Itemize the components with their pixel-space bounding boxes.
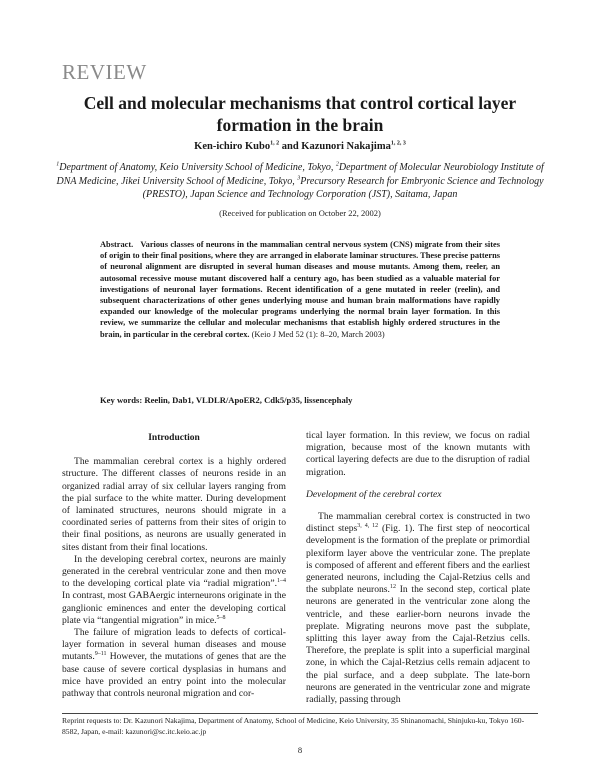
affiliation-2: Department of Molecular Neurobiology Institute of DNA Medicine, Jikei University School of Medicine, Tokyo, bbox=[56, 162, 544, 187]
citation-ref: 3, 4, 12 bbox=[357, 523, 379, 530]
citation-ref: 12 bbox=[389, 584, 396, 591]
page-number: 8 bbox=[297, 745, 303, 755]
affiliation-3: Precursory Research for Embryonic Science and Technology (PRESTO), Japan Science and Technology Corporation (JST), Saitama, Japan bbox=[142, 175, 544, 200]
affil-marker-1: 1 bbox=[56, 161, 60, 168]
author-1: Ken-ichiro Kubo bbox=[194, 141, 271, 152]
journal-citation: (Keio J Med 52 (1): 8–20, March 2003) bbox=[251, 329, 385, 339]
subsection-heading-development: Development of the cerebral cortex bbox=[306, 488, 442, 500]
abstract-text: Various classes of neurons in the mammalian central nervous system (CNS) migrate from their sites of origin to their final positions, where they are arranged in elaborate laminar structures. These precise patterns of neuronal alignment are disrupted in several human diseases and mouse mutants. Among them, reeler, an autosomal recessive mouse mutant discovered half a century ago, has been studied as a valuable material for investigations of neuronal layer formations. Recent identification of a gene mutated in reeler (reelin), and subsequent characterizations of other genes underlying mouse and human brain malformations have rapidly expanded our knowledge of the molecular programs underlying the normal brain layer formation. In this review, we summarize the cellular and molecular mechanisms that establish highly ordered structures in the brain, in particular in the cerebral cortex. bbox=[100, 240, 500, 339]
intro-paragraph-3: The failure of migration leads to defects of cortical-layer formation in several human diseases and mouse mutants.$^{9-11}$ However, the mutations of genes that are the base cause of severe cortical dysplasias in humans and mice have provided an entry point into the molecular pathway that controls neuronal migration and cor- bbox=[62, 627, 286, 700]
affil-marker-2: 2 bbox=[335, 161, 339, 168]
author-2: Kazunori Nakajima bbox=[301, 141, 391, 152]
section-heading-introduction: Introduction bbox=[148, 433, 200, 443]
development-paragraph-1: The mammalian cerebral cortex is constructed in two distinct steps$^{3, 4, 12}$ (Fig. 1). The first step of neocortical development is the formation of the preplate or primordial plexiform layer above the ventricular zone. The preplate is composed of afferent and efferent fibers and the earliest generated neurons, including the Cajal-Retzius cells and the subplate neurons.$^{12}$ In the second step, cortical plate neurons are generated in the ventricular zone along the ventricle, and these earlier-born neurons invade the preplate. Migrating neurons move past the subplate, splitting this layer away from the Cajal-Retzius cells. Therefore, the preplate is split into a superficial marginal zone, in which the Cajal-Retzius cells remain adjacent to the pial surface, and a deep subplate. The late-born neurons are generated in the ventricular zone and migrate radially, passing through bbox=[306, 511, 531, 706]
citation-ref: 1–4 bbox=[277, 578, 286, 585]
title-line-2: formation in the brain bbox=[216, 115, 384, 135]
citation-ref: 5–8 bbox=[216, 614, 226, 621]
intro-paragraph-continued: tical layer formation. In this review, we focus on radial migration, because most of the known mutants with cortical layering defects are due to the disruption of radial migration. bbox=[306, 430, 530, 478]
keywords bbox=[100, 395, 520, 405]
left-column bbox=[62, 430, 286, 700]
intro-paragraph-1: The mammalian cerebral cortex is a highly ordered structure. The different classes of neurons reside in an organized radial array of six cellular layers ranging from the pial surface to the white matter. During development of laminated structures, neurons should migrate in a coordinated series of patterns from their sites of origin to their final positions, as neurons are usually generated in sites distant from their final locations. bbox=[62, 456, 286, 553]
author-list bbox=[40, 141, 560, 152]
intro-paragraph-2: In the developing cerebral cortex, neurons are mainly generated in the cerebral ventricular zone and then move to the developing cortical plate via “radial migration”.$^{1-4}$ In contrast, most GABAergic interneurons originate in the ganglionic eminences and enter the developing cortical plate via “tangential migration” in mice.$^{5-8}$ bbox=[62, 553, 286, 626]
keywords-text: Reelin, Dab1, VLDLR/ApoER2, Cdk5/p35, lissencephaly bbox=[144, 395, 353, 405]
affil-marker-3: 3 bbox=[297, 175, 301, 182]
article-title bbox=[40, 92, 560, 136]
affiliations bbox=[52, 161, 548, 202]
author-conjunction: and bbox=[279, 141, 302, 152]
affiliation-1: Department of Anatomy, Keio University School of Medicine, Tokyo, bbox=[59, 162, 336, 173]
abstract bbox=[100, 239, 500, 340]
title-line-1: Cell and molecular mechanisms that control cortical layer bbox=[83, 93, 517, 113]
author-1-affil: 1, 2 bbox=[270, 140, 280, 147]
right-column bbox=[306, 430, 530, 706]
author-2-affil: 1, 2, 3 bbox=[390, 140, 406, 147]
citation-ref: 9–11 bbox=[94, 651, 107, 658]
received-date: (Received for publication on October 22, 2002) bbox=[219, 208, 381, 218]
reprint-request-note: Reprint requests to: Dr. Kazunori Nakajima, Department of Anatomy, School of Medicine, Keio University, 35 Shinanomachi, Shinjuku-ku, Tokyo 160-8582, Japan, e-mail: kazunori@sc.itc.keio.ac.jp bbox=[62, 716, 525, 736]
footnote-divider bbox=[62, 713, 538, 714]
keywords-label: Key words: bbox=[100, 395, 143, 405]
abstract-label: Abstract. bbox=[100, 240, 134, 249]
section-label: REVIEW bbox=[62, 60, 147, 84]
